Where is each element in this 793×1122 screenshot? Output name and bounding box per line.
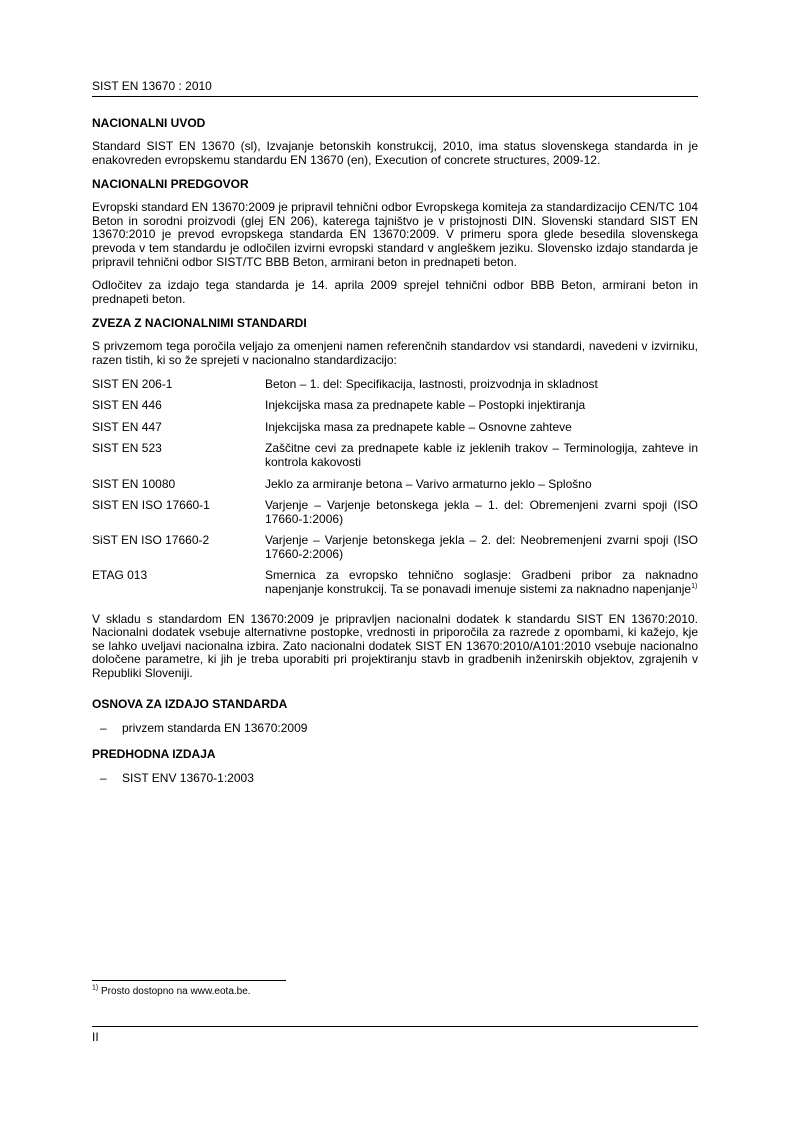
footer-rule xyxy=(92,1026,698,1027)
table-row xyxy=(92,378,698,400)
footnote-mark: 1) xyxy=(92,984,99,992)
footnote-reference: 1) xyxy=(691,583,698,591)
ref-desc: Injekcijska masa za prednapete kable – Osnovne zahteve xyxy=(265,419,572,434)
ref-desc: Smernica za evropsko tehnično soglasje: Gradbeni pribor za naknadno napenjanje konstrukcij. Ta se ponavadi imenuje sistemi za naknadno napenjanje xyxy=(265,568,698,597)
foreword-heading: NACIONALNI PREDGOVOR xyxy=(92,177,249,192)
list-item-text: privzem standarda EN 13670:2009 xyxy=(122,720,308,735)
previous-edition-heading: PREDHODNA IZDAJA xyxy=(92,746,216,761)
list-item xyxy=(92,771,698,785)
ref-code: SIST EN 523 xyxy=(92,441,162,456)
table-row xyxy=(92,569,698,604)
dash-bullet: – xyxy=(100,770,107,785)
table-row xyxy=(92,442,698,477)
ref-code: SIST EN 206-1 xyxy=(92,376,173,391)
previous-edition-list xyxy=(92,771,698,785)
page-number: II xyxy=(92,1030,99,1044)
document-header: SIST EN 13670 : 2010 xyxy=(92,79,212,93)
intro-text: Standard SIST EN 13670 (sl), Izvajanje betonskih konstrukcij, 2010, ima status slovenskega standarda in je enakovreden evropskemu standardu EN 13670 (en), Execution of concrete structures, 2009-12. xyxy=(92,139,698,167)
basis-list xyxy=(92,721,698,735)
reference-standards-table xyxy=(92,378,698,605)
foreword-paragraph-2: Odločitev za izdajo tega standarda je 14. aprila 2009 sprejel tehnični odbor BBB Beton, armirani beton in prednapeti beton. xyxy=(92,278,698,306)
ref-desc: Varjenje – Varjenje betonskega jekla – 2. del: Neobremenjeni zvarni spoji (ISO 17660-2:2006) xyxy=(265,533,698,561)
ref-desc: Injekcijska masa za prednapete kable – Postopki injektiranja xyxy=(265,398,586,413)
relation-intro: S privzemom tega poročila veljajo za omenjeni namen referenčnih standardov vsi standardi, navedeni v izvirniku, razen tistih, ki so že sprejeti v nacionalno standardizacijo: xyxy=(92,339,698,367)
footnote xyxy=(92,986,251,997)
ref-desc: Varjenje – Varjenje betonskega jekla – 1. del: Obremenjeni zvarni spoji (ISO 17660-1:2006) xyxy=(265,498,698,526)
footnote-text: Prosto dostopno na www.eota.be. xyxy=(98,986,251,997)
ref-desc: Zaščitne cevi za prednapete kable iz jeklenih trakov – Terminologija, zahteve in kontrola kakovosti xyxy=(265,441,698,469)
dash-bullet: – xyxy=(100,720,107,735)
intro-heading: NACIONALNI UVOD xyxy=(92,116,206,130)
document-content xyxy=(92,116,698,797)
table-row xyxy=(92,499,698,534)
ref-code: ETAG 013 xyxy=(92,568,148,583)
basis-heading: OSNOVA ZA IZDAJO STANDARDA xyxy=(92,696,288,711)
ref-code: SIST EN 447 xyxy=(92,419,162,434)
ref-code: SiST EN ISO 17660-2 xyxy=(92,533,210,548)
table-row xyxy=(92,421,698,443)
ref-code: SIST EN 446 xyxy=(92,398,162,413)
ref-desc: Beton – 1. del: Specifikacija, lastnosti, proizvodnja in skladnost xyxy=(265,376,598,391)
foreword-paragraph-1: Evropski standard EN 13670:2009 je pripravil tehnični odbor Evropskega komiteja za standardizacijo CEN/TC 104 Beton in sorodni proizvodi (glej EN 206), katerega tajništvo je v pristojnosti DIN. Slovenski standard SIST EN 13670:2010 je prevod evropskega standarda EN 13670:2009. V primeru spora glede besedila slovenskega prevoda v tem standardu je odločilen izvirni evropski standard v angleškem jeziku. Slovensko izdajo standarda je pripravil tehnični odbor SIST/TC BBB Beton, armirani beton in prednapeti beton. xyxy=(92,200,698,269)
national-annex-paragraph: V skladu s standardom EN 13670:2009 je pripravljen nacionalni dodatek k standardu SIST EN 13670:2010. Nacionalni dodatek vsebuje alternativne postopke, vrednosti in priporočila za razrede z opombami, ki kažejo, kje se lahko uveljavi nacionalna izbira. Zato nacionalni dodatek SIST EN 13670:2010/A101:2010 vsebuje nacionalno določene parametre, ki jih je treba uporabiti pri projektiranju stavb in gradbenih inženirskih objektov, zgrajenih v Republiki Sloveniji. xyxy=(92,611,698,681)
table-row xyxy=(92,534,698,569)
table-row xyxy=(92,399,698,421)
ref-desc-with-footnote xyxy=(265,569,698,604)
list-item xyxy=(92,721,698,735)
ref-desc: Jeklo za armiranje betona – Varivo armaturno jeklo – Splošno xyxy=(265,476,592,491)
list-item-text: SIST ENV 13670-1:2003 xyxy=(122,770,254,785)
header-rule xyxy=(92,96,698,97)
relation-heading: ZVEZA Z NACIONALNIMI STANDARDI xyxy=(92,316,307,331)
ref-code: SIST EN 10080 xyxy=(92,476,176,491)
table-row xyxy=(92,478,698,500)
footnote-rule xyxy=(92,980,286,981)
ref-code: SIST EN ISO 17660-1 xyxy=(92,498,210,513)
